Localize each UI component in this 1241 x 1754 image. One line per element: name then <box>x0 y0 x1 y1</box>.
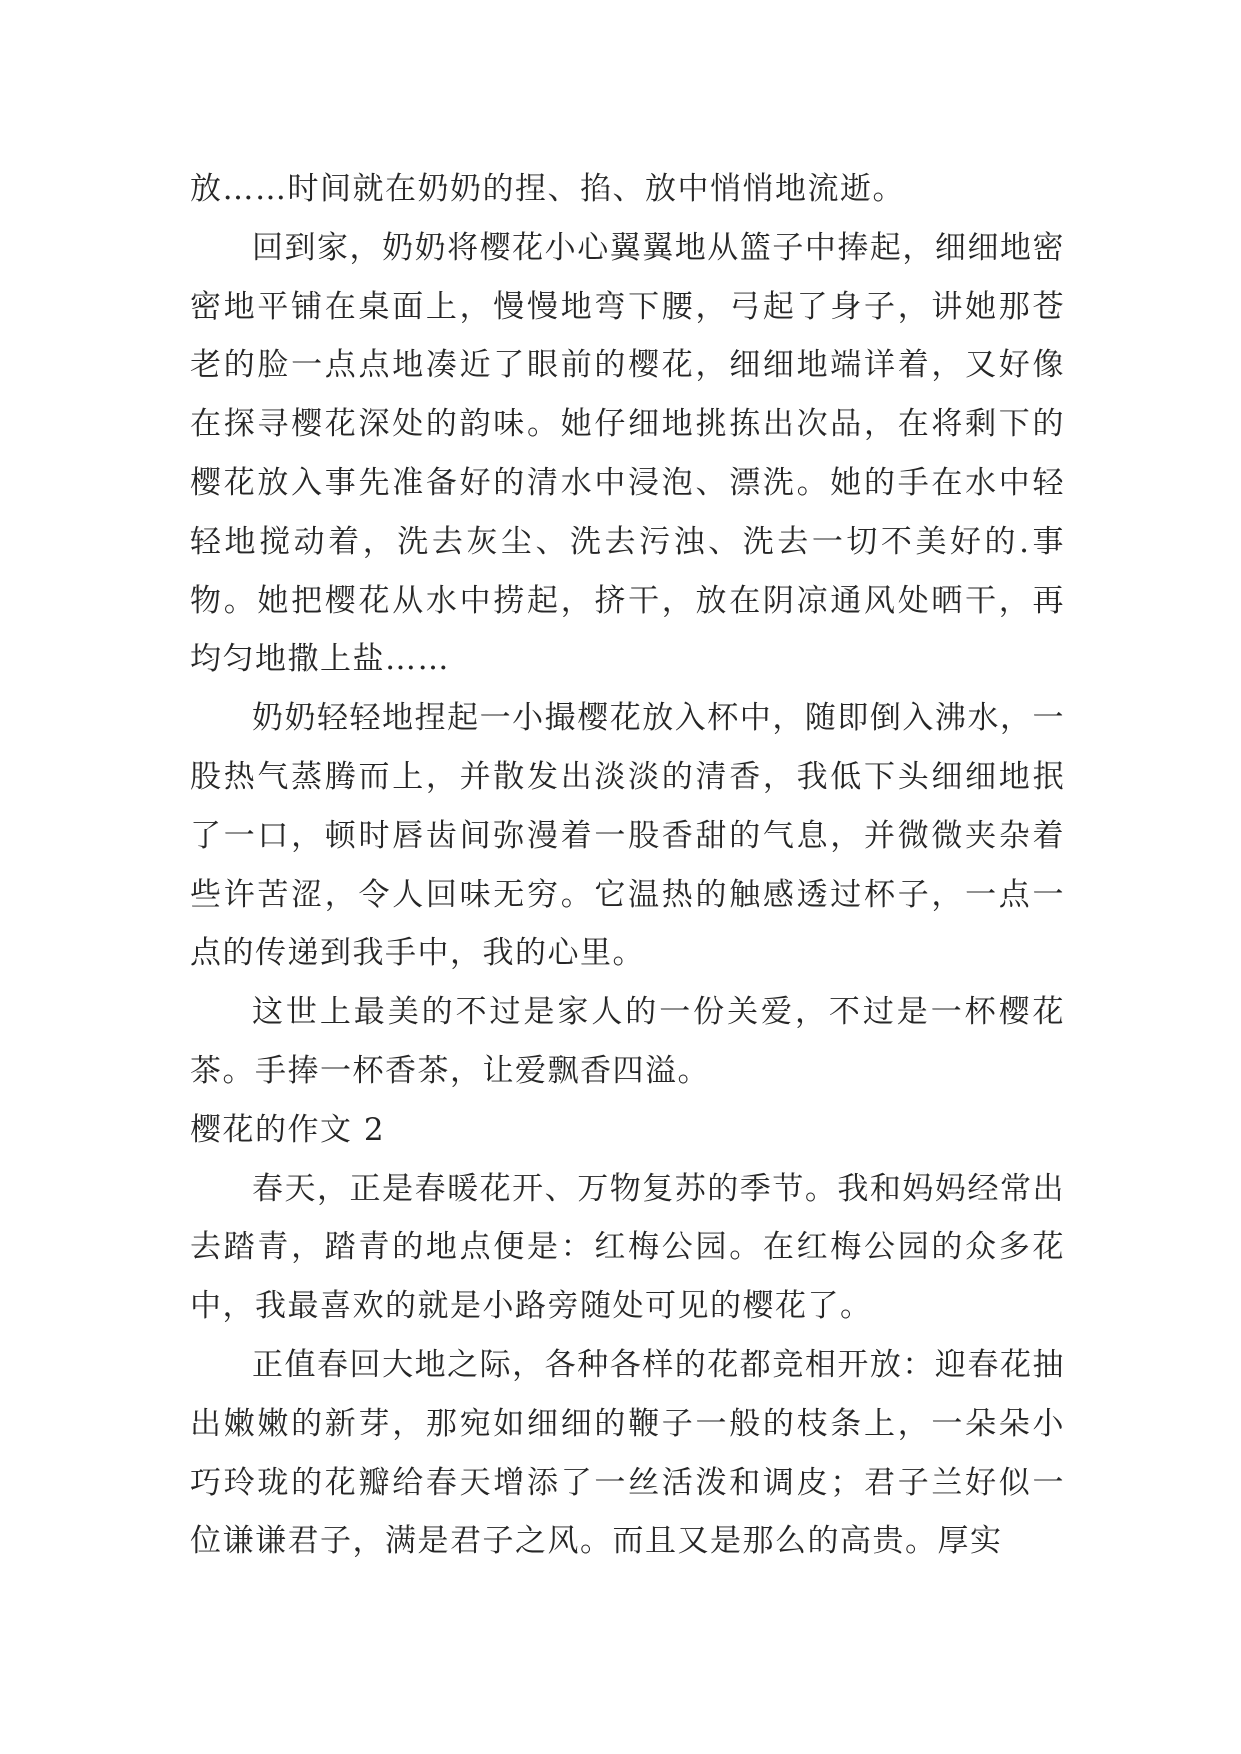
paragraph-home-prep: 回到家，奶奶将樱花小心翼翼地从篮子中捧起，细细地密密地平铺在桌面上，慢慢地弯下腰，弓起了身子，讲她那苍老的脸一点点地凑近了眼前的樱花，细细地端详着，又好像在探寻樱花深处的韵味。她仔细地挑拣出次品，在将剩下的樱花放入事先准备好的清水中浸泡、漂洗。她的手在水中轻轻地搅动着，洗去灰尘、洗去污浊、洗去一切不美好的.事物。她把樱花从水中捞起，挤干，放在阴凉通风处晒干，再均匀地撒上盐…… <box>190 229 1065 678</box>
essay-body <box>190 160 1065 1571</box>
paragraph-flowers: 正值春回大地之际，各种各样的花都竞相开放：迎春花抽出嫩嫩的新芽，那宛如细细的鞭子一般的枝条上，一朵朵小巧玲珑的花瓣给春天增添了一丝活泼和调皮；君子兰好似一位谦谦君子，满是君子之风。而且又是那么的高贵。厚实 <box>190 1346 1065 1560</box>
paragraph-continuation: 放……时间就在奶奶的捏、掐、放中悄悄地流逝。 <box>190 171 905 207</box>
paragraph-spring-outing: 春天，正是春暖花开、万物复苏的季节。我和妈妈经常出去踏青，踏青的地点便是：红梅公园。在红梅公园的众多花中，我最喜欢的就是小路旁随处可见的樱花了。 <box>190 1170 1065 1325</box>
section-heading: 樱花的作文 2 <box>190 1111 386 1148</box>
paragraph-conclusion: 这世上最美的不过是家人的一份关爱，不过是一杯樱花茶。手捧一杯香茶，让爱飘香四溢。 <box>190 994 1065 1089</box>
paragraph-tasting: 奶奶轻轻地捏起一小撮樱花放入杯中，随即倒入沸水，一股热气蒸腾而上，并散发出淡淡的清香，我低下头细细地抿了一口，顿时唇齿间弥漫着一股香甜的气息，并微微夹杂着些许苦涩，令人回味无穷。它温热的触感透过杯子，一点一点的传递到我手中，我的心里。 <box>190 700 1065 972</box>
